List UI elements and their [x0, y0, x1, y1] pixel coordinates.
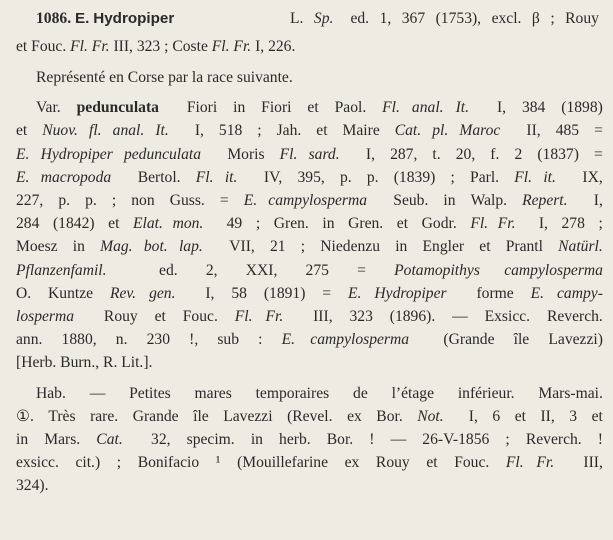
text-segment: ; [257, 122, 266, 139]
text-segment [340, 9, 344, 29]
text-segment: t. [432, 146, 445, 163]
citation-italic: Fl. [382, 99, 400, 116]
citation-italic: campylosperma [504, 262, 603, 279]
text-segment: 1880, [61, 331, 101, 348]
text-segment [511, 121, 515, 141]
text-line [36, 98, 603, 118]
text-segment: Petites [129, 385, 175, 402]
text-line [16, 407, 603, 427]
citation-italic: Not. [417, 408, 444, 425]
text-segment: III, [313, 308, 337, 325]
text-line [16, 307, 603, 327]
text-line [16, 284, 603, 304]
text-segment: ; [598, 215, 603, 232]
citation-italic: gen. [149, 285, 176, 302]
text-segment: 2 [514, 146, 527, 163]
text-segment: (1891) [263, 285, 310, 302]
text-line [16, 168, 603, 188]
text-segment: = [322, 285, 335, 302]
text-line [16, 145, 603, 165]
text-segment: ; [300, 238, 309, 255]
citation-italic: Fl. [505, 454, 524, 471]
text-segment: I, [538, 215, 552, 232]
citation-italic: E. [281, 331, 296, 348]
text-segment: Seub. [393, 192, 433, 209]
citation-italic: Mag. [100, 238, 133, 255]
citation-italic: mon. [172, 215, 204, 232]
citation-italic: Pflanzenfamil. [16, 262, 107, 279]
text-segment: p. [58, 192, 74, 209]
text-segment: 58 [231, 285, 251, 302]
citation-italic: Fr. [536, 454, 555, 471]
citation-italic: Fl. [514, 169, 533, 186]
citation-italic: Fl. [195, 169, 214, 186]
text-segment: Représenté en Corse par la race suivante. [36, 69, 293, 86]
text-segment: (1753), [435, 10, 485, 27]
text-segment: (1842) [52, 215, 99, 232]
text-segment: 275 [305, 262, 333, 279]
text-segment: 230 [146, 331, 174, 348]
text-segment: Mars. [44, 431, 85, 448]
entry-number: 1086. [36, 10, 72, 27]
text-segment: 32, [151, 431, 175, 448]
text-segment: — [89, 385, 110, 402]
citation-italic: campy- [557, 285, 603, 302]
text-segment [567, 168, 571, 188]
text-segment: Rouy [565, 10, 599, 27]
text-segment: et [514, 408, 530, 425]
text-segment: Parl. [470, 169, 503, 186]
text-line [16, 237, 603, 257]
text-segment: 21 [269, 238, 290, 255]
text-segment: 227, [16, 192, 48, 209]
text-line [16, 261, 603, 281]
text-segment: I, [194, 122, 208, 139]
text-segment: 49 [226, 215, 247, 232]
citation-italic: Cat. [96, 431, 123, 448]
text-segment: île [193, 408, 213, 425]
text-segment: 324). [16, 477, 49, 494]
text-segment: Paol. [334, 99, 371, 116]
text-segment: in [322, 215, 339, 232]
citation-italic: Cat. [394, 122, 422, 139]
text-segment: excl. [491, 10, 526, 27]
text-segment: inférieur. [457, 385, 519, 402]
text-segment: ¹ [215, 454, 225, 471]
citation-italic: losperma [16, 308, 75, 325]
text-segment: ; [450, 169, 459, 186]
citation-italic: campylosperma [268, 192, 368, 209]
text-segment: exsicc. [16, 454, 63, 471]
citation-italic: bot. [143, 238, 168, 255]
text-segment: in [233, 99, 250, 116]
text-line [16, 430, 603, 450]
text-segment: Fiori [186, 99, 222, 116]
text-segment: et [316, 122, 332, 139]
text-segment: I, [365, 146, 379, 163]
text-segment [131, 261, 135, 281]
text-segment: 2, [205, 262, 222, 279]
text-segment: Très [48, 408, 80, 425]
text-segment: Bonifacio [137, 454, 204, 471]
text-segment: I, [205, 285, 219, 302]
text-segment: et [154, 308, 170, 325]
citation-italic: Elat. [133, 215, 163, 232]
text-segment: 278 [561, 215, 589, 232]
text-segment [135, 430, 139, 450]
text-segment: Exsicc. [484, 308, 534, 325]
text-segment: ; [116, 454, 125, 471]
citation-italic: Fl. Fr. [70, 38, 110, 55]
text-segment [378, 191, 382, 211]
text-segment: = [594, 122, 603, 139]
text-segment: (Grande [443, 331, 499, 348]
text-segment: — [390, 431, 411, 448]
text-segment: Godr. [421, 215, 461, 232]
citation-italic: E. [530, 285, 545, 302]
citation-italic: Fr. [265, 308, 284, 325]
text-segment: p. [339, 169, 356, 186]
text-segment: herb. [279, 431, 315, 448]
text-segment: 6 [492, 408, 505, 425]
text-segment: specim. [186, 431, 239, 448]
text-segment: Bor. [326, 431, 358, 448]
text-segment: (1839) [393, 169, 440, 186]
text-segment: temporaires [255, 385, 334, 402]
text-segment: Grande [132, 408, 183, 425]
text-segment: VII, [229, 238, 259, 255]
text-segment [87, 307, 91, 327]
citation-italic: Repert. [522, 192, 568, 209]
species-name: Hydropiper [93, 10, 175, 27]
text-segment: Bertol. [137, 169, 185, 186]
text-segment: Fouc. [182, 308, 222, 325]
text-segment: (1896). [389, 308, 440, 325]
text-segment: II, [526, 122, 545, 139]
text-segment: !, [189, 331, 203, 348]
citation-italic: E. [243, 192, 258, 209]
text-segment: 26-V-1856 [422, 431, 494, 448]
text-segment [481, 98, 485, 118]
text-segment: Moris [227, 146, 269, 163]
text-segment: Gren. [273, 215, 313, 232]
citation-italic: Nuov. [42, 122, 78, 139]
text-segment: ex [347, 408, 366, 425]
text-segment: cit.) [75, 454, 105, 471]
citation-italic: Natürl. [558, 238, 603, 255]
text-segment [214, 237, 218, 257]
text-segment: Niedenzu [320, 238, 384, 255]
text-segment: I, 226. [251, 38, 296, 55]
citation-italic: Fl. [470, 215, 489, 232]
text-segment: ann. [16, 331, 47, 348]
entry-heading [36, 9, 174, 29]
text-segment: — [452, 308, 472, 325]
text-segment: et [591, 408, 603, 425]
text-segment: (Revel. [287, 408, 337, 425]
text-segment: n. [115, 331, 132, 348]
text-segment: non [131, 192, 159, 209]
text-segment: : [258, 331, 267, 348]
text-segment: in [250, 431, 267, 448]
text-segment: Moesz [16, 238, 62, 255]
text-segment: 284 [16, 215, 44, 232]
text-line [16, 476, 48, 496]
text-segment: et [16, 122, 32, 139]
text-line [16, 121, 603, 141]
text-segment: in [443, 192, 460, 209]
text-segment [296, 307, 300, 327]
text-segment: forme [476, 285, 518, 302]
text-segment: = [219, 192, 233, 209]
text-segment: in [72, 238, 89, 255]
text-segment: (1898) [561, 99, 603, 116]
text-segment: ed. [159, 262, 182, 279]
text-segment: Prantl [505, 238, 547, 255]
text-segment: sub [217, 331, 243, 348]
text-segment: 384 [521, 99, 550, 116]
text-segment: L. [290, 10, 308, 27]
text-segment: IX, [582, 169, 603, 186]
text-line [36, 384, 603, 404]
text-segment: Hab. [36, 385, 70, 402]
citation-italic: Sp. [313, 10, 334, 27]
text-segment: ; [550, 10, 559, 27]
citation-italic: Fl. Fr. [211, 38, 252, 55]
citation-italic: E. [347, 285, 362, 302]
citation-italic: campylosperma [310, 331, 410, 348]
text-segment: Gren. [348, 215, 388, 232]
citation-italic: it. [224, 169, 238, 186]
text-segment: I, [593, 192, 603, 209]
text-line [16, 191, 603, 211]
text-segment: (1837) [537, 146, 583, 163]
text-line [16, 214, 603, 234]
text-segment [424, 330, 428, 350]
text-segment: [Herb. Burn., R. Lit.]. [16, 354, 153, 371]
citation-italic: anal. [112, 122, 145, 139]
text-segment [212, 145, 216, 165]
text-segment [180, 121, 184, 141]
text-segment: et [479, 238, 495, 255]
text-segment: ex [344, 454, 364, 471]
text-segment [454, 407, 458, 427]
citation-italic: Hydropiper [374, 285, 447, 302]
text-segment: Mars-mai. [538, 385, 603, 402]
text-segment: rare. [90, 408, 123, 425]
text-segment: Jah. [276, 122, 306, 139]
text-segment: 367 [401, 10, 430, 27]
text-segment: 323 [349, 308, 377, 325]
citation-italic: Fl. [279, 146, 298, 163]
text-segment [188, 284, 192, 304]
text-segment: ; [505, 431, 514, 448]
text-segment: 1, [379, 10, 396, 27]
text-segment: = [594, 146, 603, 163]
text-segment: ①. [16, 408, 38, 425]
text-segment [460, 284, 464, 304]
citation-italic: E. [16, 146, 30, 163]
text-segment: 518 [218, 122, 247, 139]
text-segment: Bor. [376, 408, 407, 425]
text-segment: ; [111, 192, 121, 209]
citation-italic: Fr. [497, 215, 516, 232]
text-segment: Rouy [375, 454, 414, 471]
text-segment: p. [85, 192, 101, 209]
citation-italic: macropoda [40, 169, 112, 186]
text-segment: Kuntze [48, 285, 97, 302]
text-segment [213, 214, 217, 234]
text-segment: Maire [342, 122, 384, 139]
text-segment: Walp. [470, 192, 511, 209]
text-segment: in [16, 431, 33, 448]
text-segment: mares [194, 385, 236, 402]
citation-italic: sard. [308, 146, 340, 163]
text-segment: de [353, 385, 372, 402]
text-segment: II, [540, 408, 559, 425]
text-segment: et [108, 215, 124, 232]
text-segment: Lavezzi [223, 408, 277, 425]
text-segment: 3 [569, 408, 581, 425]
text-segment [171, 98, 175, 118]
text-line [36, 68, 293, 88]
text-segment [249, 168, 253, 188]
text-segment: XXI, [245, 262, 282, 279]
citation-italic: fl. [88, 122, 102, 139]
citation-italic: lap. [178, 238, 203, 255]
text-segment: Engler [422, 238, 468, 255]
text-segment: et [307, 99, 323, 116]
citation-italic: E. [16, 169, 30, 186]
text-segment: Rouy [103, 308, 142, 325]
text-segment: et Fouc. [16, 38, 71, 55]
variety-name: pedunculata [76, 99, 159, 116]
text-segment: Reverch. [525, 431, 586, 448]
text-segment: ! [369, 431, 379, 448]
text-segment: 395, [297, 169, 329, 186]
citation-italic: Fl. [234, 308, 253, 325]
text-segment: Reverch. [546, 308, 603, 325]
text-segment: I, [468, 408, 482, 425]
text-segment: O. [16, 285, 36, 302]
text-segment [123, 168, 127, 188]
citation-italic: Hydropiper [40, 146, 113, 163]
citation-italic: Maroc [459, 122, 501, 139]
text-segment: Lavezzi) [548, 331, 603, 348]
text-segment: 287, [390, 146, 422, 163]
citation-italic: It. [455, 99, 469, 116]
text-segment: Var. [36, 99, 65, 116]
text-segment: in [395, 238, 412, 255]
text-segment: Fouc. [454, 454, 494, 471]
text-segment: l’étage [391, 385, 438, 402]
text-line [16, 453, 603, 473]
text-segment: et [426, 454, 442, 471]
text-line [16, 37, 295, 57]
citation-italic: It. [155, 122, 169, 139]
citation-italic: Rev. [109, 285, 137, 302]
text-segment: Fiori [261, 99, 296, 116]
text-segment [579, 191, 583, 211]
text-segment: (Mouillefarine [237, 454, 332, 471]
text-segment: ed. [350, 10, 373, 27]
text-segment: I, [496, 99, 510, 116]
citation-italic: it. [543, 169, 556, 186]
citation-italic: pedunculata [123, 146, 202, 163]
text-segment: ! [597, 431, 603, 448]
genus-abbreviation: E. [75, 10, 90, 27]
text-segment [567, 453, 571, 473]
text-segment: = [357, 262, 370, 279]
citation-italic: pl. [432, 122, 449, 139]
text-segment: Guss. [169, 192, 209, 209]
text-segment: île [513, 331, 534, 348]
text-segment: III, 323 ; Coste [109, 38, 212, 55]
text-segment: III, [583, 454, 603, 471]
text-segment: 485 [555, 122, 583, 139]
text-segment [351, 145, 355, 165]
text-line [290, 9, 599, 29]
citation-italic: anal. [411, 99, 444, 116]
text-segment: β [531, 10, 544, 27]
text-segment: 20, [455, 146, 480, 163]
text-segment: et [396, 215, 412, 232]
text-segment: p. [366, 169, 383, 186]
text-segment: ; [255, 215, 265, 232]
text-segment: IV, [263, 169, 287, 186]
text-line [16, 330, 603, 350]
text-segment: f. [490, 146, 504, 163]
text-line [16, 353, 152, 373]
text-segment [525, 214, 529, 234]
citation-italic: Potamopithys [394, 262, 480, 279]
